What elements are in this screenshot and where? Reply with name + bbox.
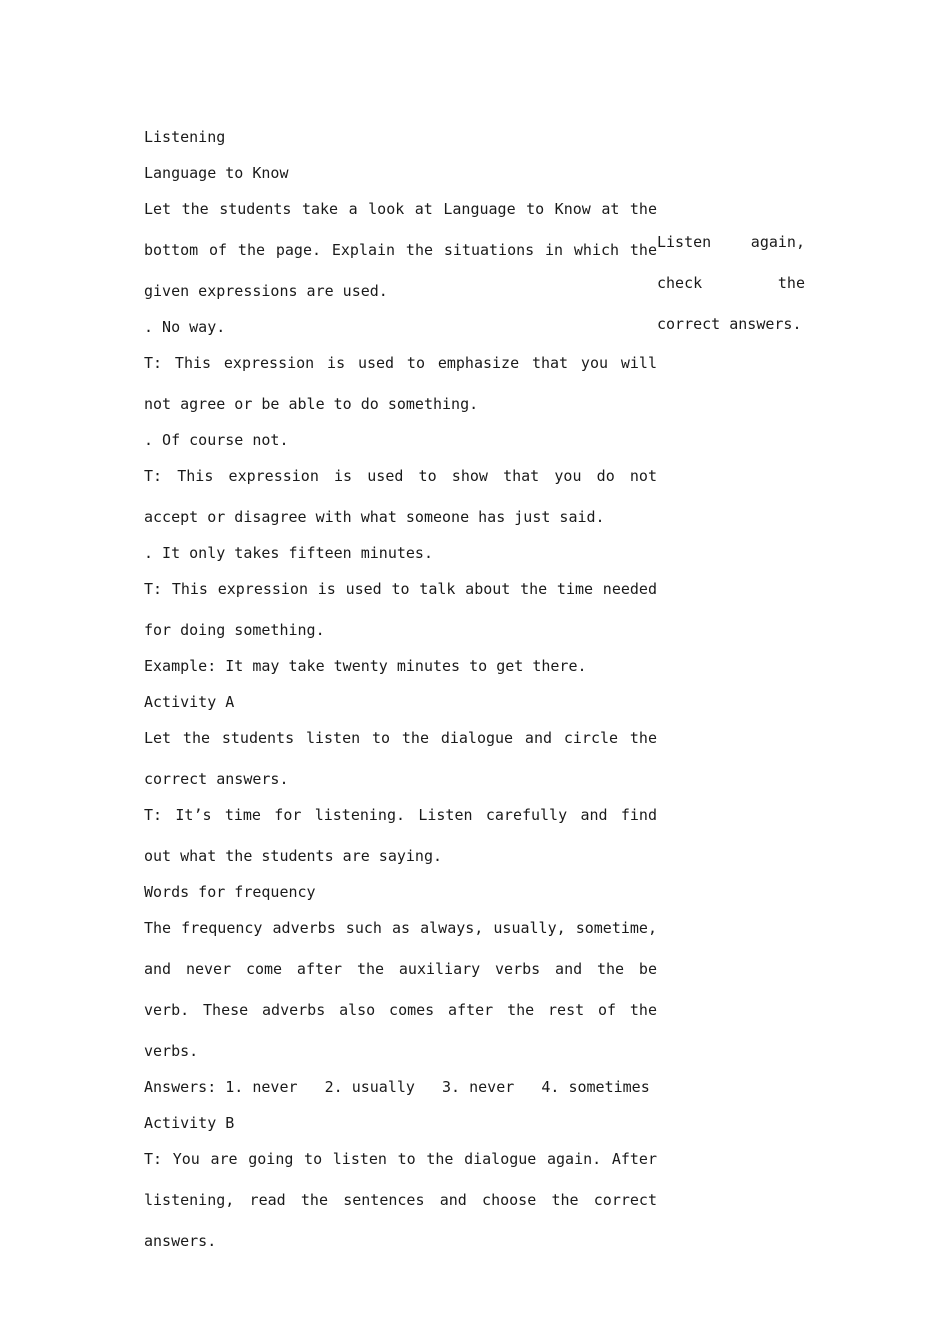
expression-no-way-explanation: T: This expression is used to emphasize that you will not agree or be able to do something. xyxy=(144,354,657,413)
expression-no-way: . No way. xyxy=(144,318,226,336)
main-column xyxy=(144,124,657,1264)
margin-note: Listen again, check the correct answers. xyxy=(657,233,805,333)
expression-of-course-not-explanation: T: This expression is used to show that you do not accept or disagree with what someone has just said. xyxy=(144,467,657,526)
activity-a-instruction: Let the students listen to the dialogue and circle the correct answers. xyxy=(144,729,657,788)
activity-b-heading: Activity B xyxy=(144,1114,235,1132)
heading-listening: Listening xyxy=(144,128,226,146)
words-for-frequency-heading: Words for frequency xyxy=(144,883,316,901)
activity-a-heading: Activity A xyxy=(144,693,235,711)
example-sentence: Example: It may take twenty minutes to get there. xyxy=(144,657,587,675)
expression-fifteen-minutes: . It only takes fifteen minutes. xyxy=(144,544,433,562)
expression-fifteen-minutes-explanation: T: This expression is used to talk about the time needed for doing something. xyxy=(144,580,657,639)
answers-line: Answers: 1. never 2. usually 3. never 4. sometimes xyxy=(144,1078,650,1096)
frequency-paragraph: The frequency adverbs such as always, usually, sometime, and never come after the auxiliary verbs and the be verb. These adverbs also comes after the rest of the verbs. xyxy=(144,919,657,1060)
heading-language-to-know: Language to Know xyxy=(144,164,289,182)
expression-of-course-not: . Of course not. xyxy=(144,431,289,449)
activity-b-teacher-line: T: You are going to listen to the dialogue again. After listening, read the sentences and choose the correct answers. xyxy=(144,1150,657,1250)
intro-paragraph: Let the students take a look at Language to Know at the bottom of the page. Explain the situations in which the given expressions are used. xyxy=(144,200,657,300)
activity-a-teacher-line: T: It’s time for listening. Listen carefully and find out what the students are saying. xyxy=(144,806,657,865)
